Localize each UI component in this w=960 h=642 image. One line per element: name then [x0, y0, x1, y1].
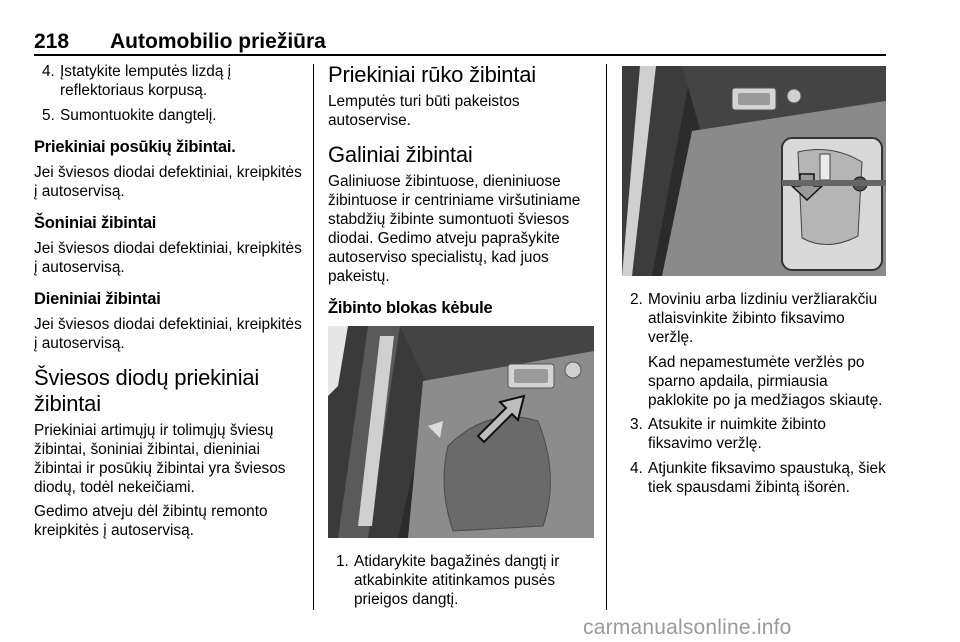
step-1: [328, 552, 594, 609]
chapter-title: Automobilio priežiūra: [110, 30, 326, 53]
header-rule: [34, 54, 886, 56]
page-header: [34, 30, 886, 56]
step-2: [622, 290, 890, 347]
step-text: Atidarykite bagažinės dangtį ir atkabinkite atitinkamos pusės prieigos dangtį.: [354, 553, 560, 608]
light-unit-nut-illustration: [622, 66, 886, 276]
paragraph: Jei šviesos diodai defektiniai, kreipkitės į autoservisą.: [34, 316, 302, 352]
step-number: 4.: [42, 63, 55, 80]
step-text: Atjunkite fiksavimo spaustuką, šiek tiek spausdami žibintą išorėn.: [648, 460, 886, 496]
step-text: Įstatykite lemputės lizdą į reflektoriaus korpusą.: [60, 63, 232, 99]
heading-daytime-lights: Dieniniai žibintai: [34, 290, 161, 308]
step-text: Sumontuokite dangtelį.: [60, 107, 217, 124]
step-number: 5.: [42, 107, 55, 124]
paragraph: Lemputės turi būti pakeistos autoservise.: [328, 93, 520, 129]
page-number: 218: [34, 30, 70, 53]
step-5: [34, 106, 302, 125]
heading-led-headlights: Šviesos diodų priekiniai žibintai: [34, 365, 260, 416]
column-3: [622, 62, 890, 503]
step-text: Atsukite ir nuimkite žibinto fiksavimo veržlę.: [648, 416, 826, 452]
step-3: [622, 415, 890, 453]
heading-front-turn-signals: Priekiniai posūkių žibintai.: [34, 138, 236, 156]
heading-body-light-unit: Žibinto blokas kėbule: [328, 299, 493, 317]
column-divider-2: [606, 64, 607, 610]
paragraph: Jei šviesos diodai defektiniai, kreipkitės į autoservisą.: [34, 164, 302, 200]
column-1: [34, 62, 302, 545]
paragraph: Priekiniai artimųjų ir tolimųjų šviesų žibintai, šoniniai žibintai, dieniniai žibintai ir posūkių žibintai yra šviesos diodų, todėl nekeičiami.: [34, 422, 286, 496]
step-number: 2.: [630, 291, 643, 308]
step-number: 1.: [336, 553, 349, 570]
heading-side-lights: Šoniniai žibintai: [34, 214, 157, 232]
watermark: carmanualsonline.info: [583, 616, 792, 639]
step-number: 4.: [630, 460, 643, 477]
trunk-access-cover-illustration: [328, 326, 594, 538]
step-4: [34, 62, 302, 100]
column-divider-1: [313, 64, 314, 610]
paragraph: Galiniuose žibintuose, dieniniuose žibintuose ir centriniame viršutiniame stabdžių žibinte sumontuoti šviesos diodai. Gedimo atveju paprašykite autoserviso specialistų, kad juos pakeistų.: [328, 173, 581, 285]
paragraph: Gedimo atveju dėl žibintų remonto kreipkitės į autoservisą.: [34, 503, 268, 539]
heading-fog-lights: Priekiniai rūko žibintai: [328, 62, 536, 87]
step-4: [622, 459, 890, 497]
step-text: Moviniu arba lizdiniu veržliarakčiu atlaisvinkite žibinto fiksavimo veržlę.: [648, 291, 878, 346]
step-note: Kad nepamestumėte veržlės po sparno apdaila, pirmiausia paklokite po ja medžiagos skiautę.: [648, 354, 883, 409]
heading-rear-lights: Galiniai žibintai: [328, 142, 473, 167]
paragraph: Jei šviesos diodai defektiniai, kreipkitės į autoservisą.: [34, 240, 302, 276]
column-2: [328, 62, 594, 615]
step-number: 3.: [630, 416, 643, 433]
